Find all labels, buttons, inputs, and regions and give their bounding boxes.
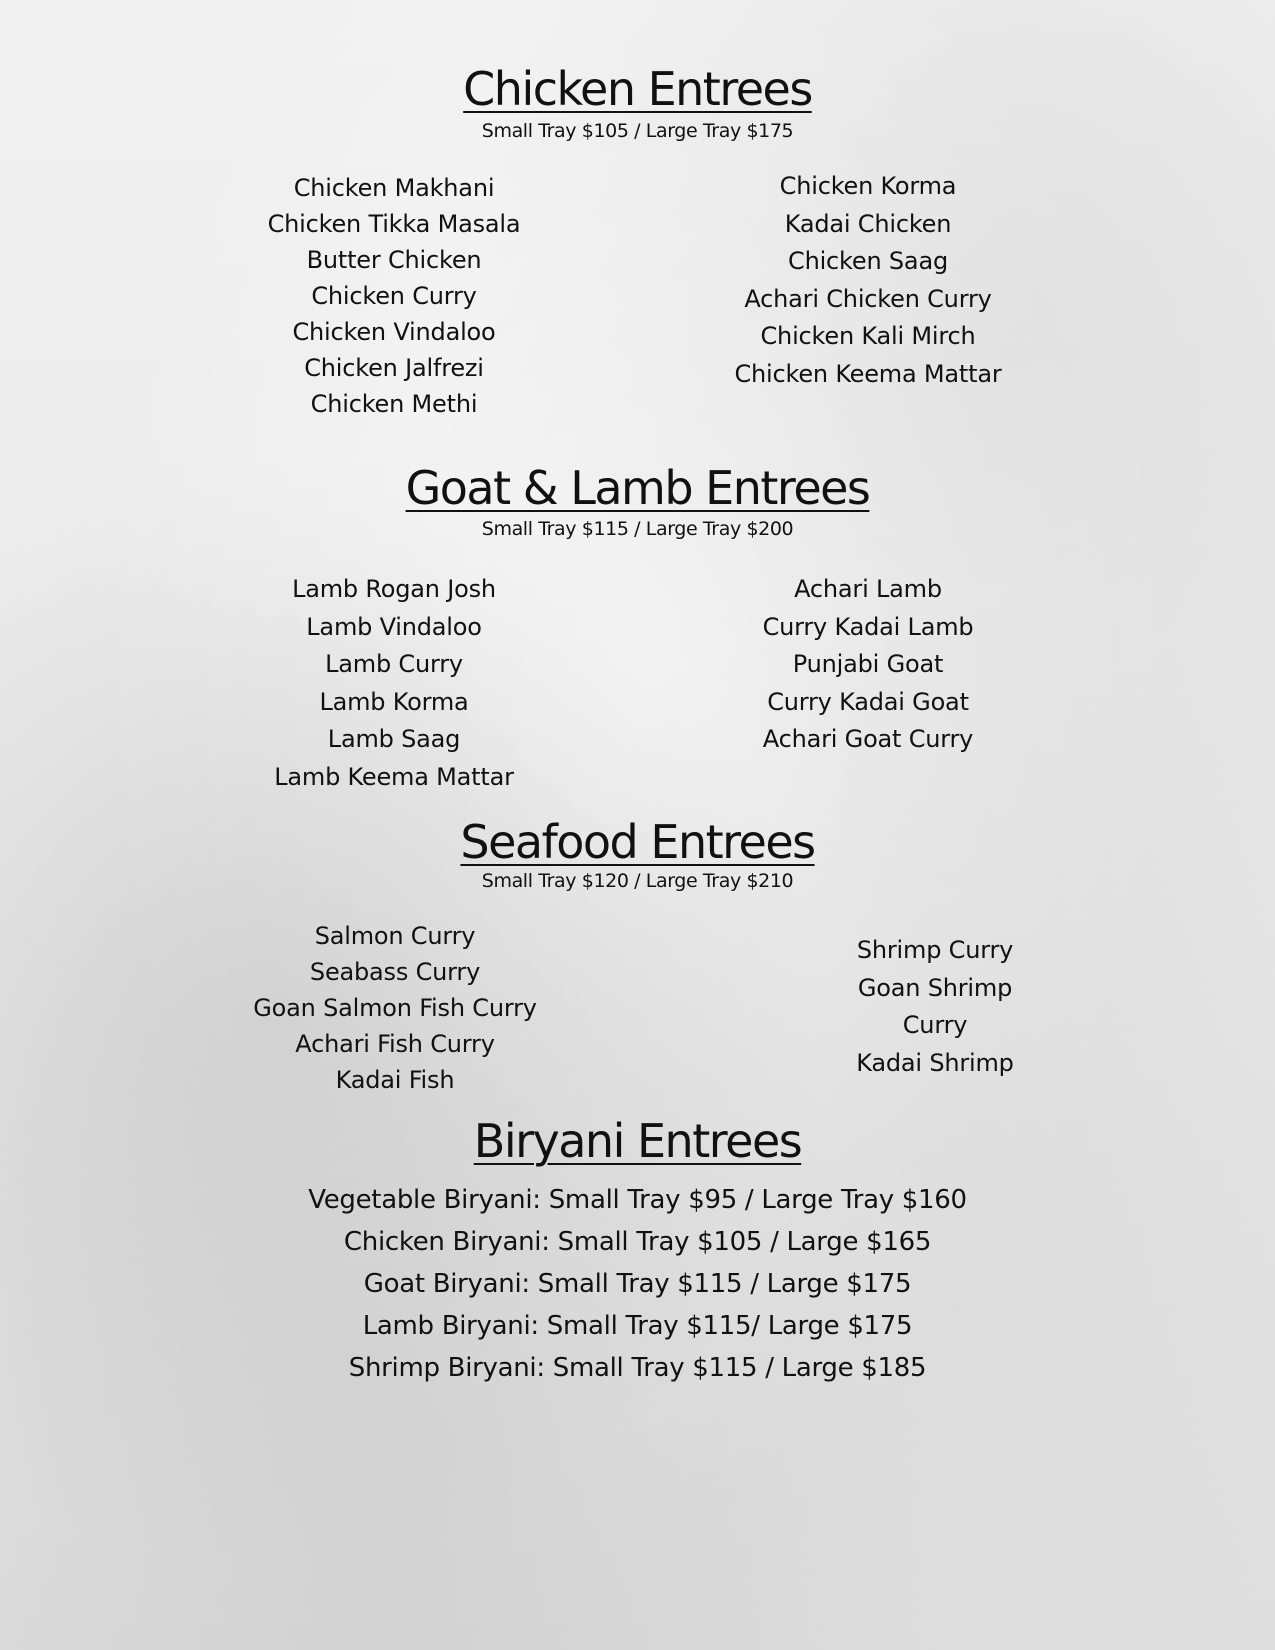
menu-item: Lamb Korma [319, 687, 469, 716]
menu-item: Vegetable Biryani: Small Tray $95 / Large Tray $160 [308, 1185, 967, 1215]
menu-item: Seabass Curry [309, 958, 481, 986]
menu-item: Lamb Rogan Josh [292, 575, 496, 603]
chicken-entrees-right-list [718, 168, 1018, 393]
menu-item: Achari Fish Curry [295, 1030, 495, 1058]
menu-item: Chicken Korma [779, 172, 957, 200]
biryani-entrees-list [0, 1179, 1275, 1389]
menu-item: Achari Goat Curry [762, 725, 974, 753]
chicken-entrees-heading: Chicken Entrees [463, 62, 812, 116]
goat-lamb-entrees-right-list [718, 571, 1018, 759]
menu-item: Lamb Keema Mattar [274, 762, 514, 791]
menu-item: Curry [902, 1011, 968, 1039]
chicken-entrees-prices: Small Tray $105 / Large Tray $175 [481, 120, 794, 142]
menu-item: Goat Biryani: Small Tray $115 / Large $175 [363, 1269, 912, 1299]
menu-item: Punjabi Goat [792, 650, 944, 678]
menu-item: Kadai Shrimp [856, 1048, 1014, 1077]
menu-item: Goan Salmon Fish Curry [253, 994, 537, 1022]
menu-item: Chicken Kali Mirch [760, 322, 976, 350]
goat-lamb-entrees-left-list [244, 571, 544, 796]
menu-item: Chicken Keema Mattar [734, 359, 1002, 388]
menu-item: Chicken Tikka Masala [267, 210, 521, 238]
menu-item: Chicken Curry [311, 282, 477, 310]
menu-item: Chicken Jalfrezi [304, 354, 484, 382]
biryani-entrees-heading: Biryani Entrees [473, 1114, 802, 1168]
menu-item: Shrimp Curry [856, 936, 1014, 964]
menu-item: Curry Kadai Goat [767, 687, 969, 716]
goat-lamb-entrees-prices: Small Tray $115 / Large Tray $200 [481, 518, 794, 540]
seafood-entrees-prices: Small Tray $120 / Large Tray $210 [481, 870, 794, 892]
menu-item: Shrimp Biryani: Small Tray $115 / Large $185 [348, 1353, 927, 1383]
menu-item: Butter Chicken [306, 246, 482, 274]
menu-item: Curry Kadai Lamb [762, 612, 974, 641]
menu-item: Chicken Makhani [293, 174, 495, 202]
menu-item: Chicken Vindaloo [292, 318, 496, 346]
menu-item: Achari Lamb [794, 575, 942, 603]
menu-item: Chicken Methi [310, 390, 478, 418]
menu-item: Lamb Vindaloo [306, 612, 482, 641]
menu-item: Lamb Curry [325, 650, 463, 678]
menu-item: Kadai Fish [335, 1066, 455, 1094]
menu-item: Salmon Curry [314, 922, 476, 950]
seafood-entrees-left-list [235, 918, 555, 1098]
goat-lamb-entrees-heading: Goat & Lamb Entrees [405, 461, 870, 515]
chicken-entrees-left-list [244, 170, 544, 422]
menu-item: Kadai Chicken [784, 209, 952, 238]
seafood-entrees-heading: Seafood Entrees [460, 815, 815, 869]
menu-item: Lamb Biryani: Small Tray $115/ Large $175 [362, 1311, 913, 1341]
menu-item: Goan Shrimp [857, 973, 1013, 1002]
menu-item: Lamb Saag [327, 725, 461, 753]
menu-item: Chicken Biryani: Small Tray $105 / Large $165 [343, 1227, 932, 1257]
seafood-entrees-right-list [785, 932, 1085, 1082]
menu-item: Chicken Saag [788, 247, 948, 275]
menu-item: Achari Chicken Curry [744, 284, 992, 313]
